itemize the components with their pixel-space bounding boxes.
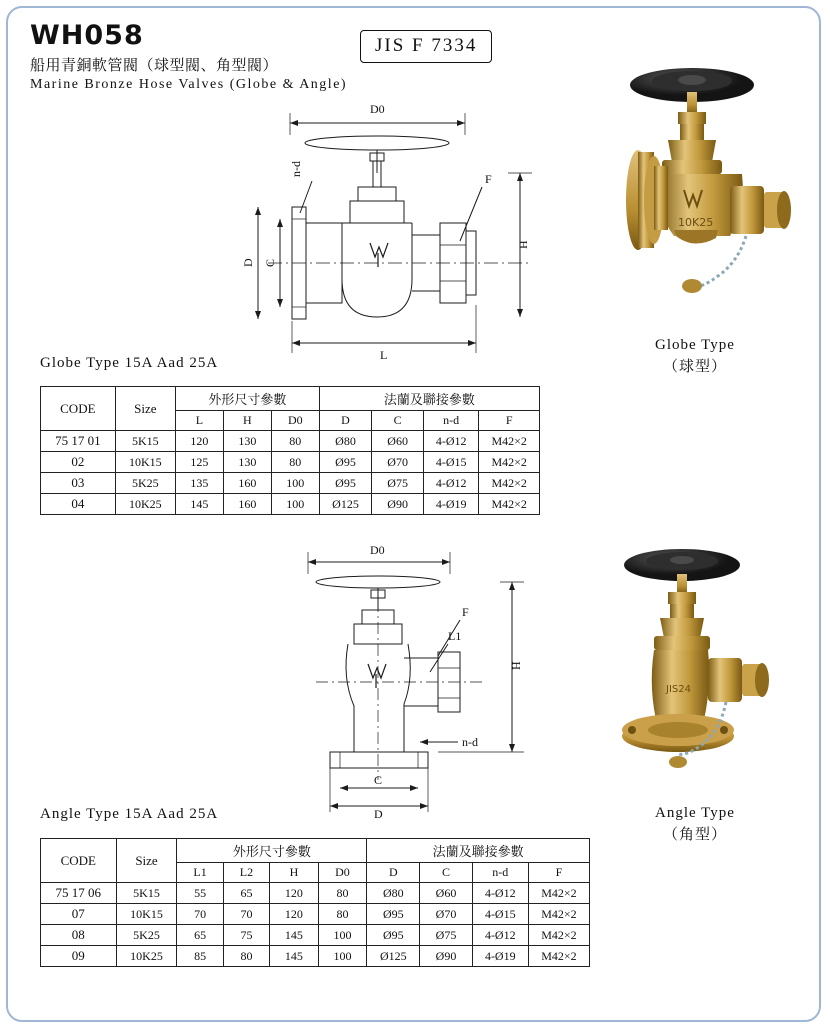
table-row [41, 452, 540, 473]
table-row [41, 883, 590, 904]
row-code: 07 [41, 904, 117, 925]
cell-d: Ø80 [319, 431, 371, 452]
cell-d: Ø95 [367, 925, 420, 946]
product-title-english: Marine Bronze Hose Valves (Globe & Angle) [30, 77, 348, 93]
cell-f: M42×2 [528, 883, 589, 904]
angle-type-drawing [270, 540, 560, 820]
header-col-nd: n-d [424, 411, 479, 431]
angle-type-photo [590, 530, 805, 820]
cell-nd: 4-Ø12 [472, 883, 528, 904]
header-col-h: H [223, 411, 271, 431]
cell-f: M42×2 [528, 904, 589, 925]
header-col-d0: D0 [318, 863, 367, 883]
row-code: 75 17 01 [41, 431, 116, 452]
header-size: Size [116, 839, 177, 883]
standard-badge: JIS F 7334 [360, 30, 492, 63]
cell-l2: 75 [223, 925, 269, 946]
header-col-l: L [175, 411, 223, 431]
header-col-d0: D0 [271, 411, 319, 431]
cell-d0: 100 [318, 925, 367, 946]
cell-f: M42×2 [479, 431, 540, 452]
header-code: CODE [41, 387, 116, 431]
label-c: C [374, 773, 383, 787]
cell-nd: 4-Ø12 [472, 925, 528, 946]
label-d: D [374, 807, 383, 820]
cell-c: Ø90 [420, 946, 472, 967]
row-size: 10K15 [116, 904, 177, 925]
cell-f: M42×2 [479, 473, 540, 494]
cell-c: Ø90 [372, 494, 424, 515]
cell-c: Ø60 [420, 883, 472, 904]
label-f: F [485, 172, 492, 186]
cell-c: Ø75 [420, 925, 472, 946]
row-code: 03 [41, 473, 116, 494]
cell-c: Ø75 [372, 473, 424, 494]
cell-d0: 80 [271, 452, 319, 473]
row-code: 04 [41, 494, 116, 515]
label-h: H [509, 661, 523, 670]
cell-l1: 65 [177, 925, 223, 946]
row-size: 5K15 [116, 883, 177, 904]
row-size: 5K25 [115, 473, 175, 494]
label-h: H [516, 240, 530, 249]
cell-l: 145 [175, 494, 223, 515]
cell-nd: 4-Ø19 [472, 946, 528, 967]
cell-l: 135 [175, 473, 223, 494]
cell-d0: 100 [271, 473, 319, 494]
row-size: 10K25 [116, 946, 177, 967]
label-n-d: n-d [462, 735, 478, 749]
header-group-flange: 法蘭及聯接參數 [367, 839, 590, 863]
label-d0: D0 [370, 102, 385, 116]
product-title-chinese: 船用青銅軟管閥（球型閥、角型閥） [30, 58, 279, 75]
table-row [41, 473, 540, 494]
cell-nd: 4-Ø12 [424, 431, 479, 452]
table-row [41, 431, 540, 452]
row-size: 10K25 [115, 494, 175, 515]
label-d0: D0 [370, 543, 385, 557]
cell-l1: 55 [177, 883, 223, 904]
cell-c: Ø60 [372, 431, 424, 452]
header-col-h: H [270, 863, 319, 883]
cell-d: Ø80 [367, 883, 420, 904]
cell-h: 160 [223, 494, 271, 515]
angle-caption-en: Angle Type [655, 805, 735, 821]
row-code: 75 17 06 [41, 883, 117, 904]
cell-d0: 80 [271, 431, 319, 452]
cell-l2: 65 [223, 883, 269, 904]
cell-f: M42×2 [528, 925, 589, 946]
row-size: 5K15 [115, 431, 175, 452]
cell-nd: 4-Ø15 [472, 904, 528, 925]
cell-f: M42×2 [528, 946, 589, 967]
header-col-d: D [319, 411, 371, 431]
label-l1: L1 [448, 629, 462, 643]
globe-type-photo [580, 40, 805, 330]
cell-l1: 70 [177, 904, 223, 925]
cell-h: 160 [223, 473, 271, 494]
header-col-l1: L1 [177, 863, 223, 883]
cell-d: Ø125 [319, 494, 371, 515]
header-group-flange: 法蘭及聯接參數 [319, 387, 539, 411]
cell-f: M42×2 [479, 494, 540, 515]
globe-spec-table [40, 386, 540, 515]
table-header-row-1 [41, 387, 540, 411]
cell-d0: 80 [318, 883, 367, 904]
label-n-d: n-d [289, 161, 303, 177]
cell-d0: 100 [271, 494, 319, 515]
globe-type-drawing [230, 95, 550, 365]
angle-section-label: Angle Type 15A Aad 25A [40, 806, 219, 822]
table-row [41, 904, 590, 925]
cell-l2: 70 [223, 904, 269, 925]
header-size: Size [115, 387, 175, 431]
cell-d: Ø95 [319, 452, 371, 473]
globe-section-label: Globe Type 15A Aad 25A [40, 355, 219, 371]
header-col-c: C [420, 863, 472, 883]
cell-l: 125 [175, 452, 223, 473]
table-header-row-1 [41, 839, 590, 863]
header-col-c: C [372, 411, 424, 431]
header-group-dimensions: 外形尺寸參數 [175, 387, 319, 411]
cell-h: 130 [223, 452, 271, 473]
table-row [41, 946, 590, 967]
cell-d0: 80 [318, 904, 367, 925]
cell-d: Ø95 [367, 904, 420, 925]
cell-nd: 4-Ø19 [424, 494, 479, 515]
svg-text:JIS24: JIS24 [666, 684, 691, 695]
cell-l1: 85 [177, 946, 223, 967]
svg-text:10K25: 10K25 [678, 216, 714, 229]
cell-h: 120 [270, 904, 319, 925]
cell-h: 145 [270, 925, 319, 946]
label-c: C [263, 258, 277, 267]
cell-nd: 4-Ø15 [424, 452, 479, 473]
cell-l: 120 [175, 431, 223, 452]
header-group-dimensions: 外形尺寸參數 [177, 839, 367, 863]
globe-caption-cn: （球型） [662, 358, 727, 375]
cell-c: Ø70 [372, 452, 424, 473]
cell-nd: 4-Ø12 [424, 473, 479, 494]
label-f: F [462, 605, 469, 619]
cell-c: Ø70 [420, 904, 472, 925]
row-size: 5K25 [116, 925, 177, 946]
label-l: L [380, 348, 388, 362]
row-code: 08 [41, 925, 117, 946]
header-code: CODE [41, 839, 117, 883]
row-size: 10K15 [115, 452, 175, 473]
header-col-d: D [367, 863, 420, 883]
row-code: 09 [41, 946, 117, 967]
table-row [41, 494, 540, 515]
cell-f: M42×2 [479, 452, 540, 473]
cell-h: 130 [223, 431, 271, 452]
header-col-f: F [479, 411, 540, 431]
cell-l2: 80 [223, 946, 269, 967]
header-col-f: F [528, 863, 589, 883]
angle-spec-table [40, 838, 590, 967]
angle-caption-cn: （角型） [662, 826, 727, 843]
product-code: WH058 [30, 20, 144, 51]
cell-h: 145 [270, 946, 319, 967]
cell-d: Ø125 [367, 946, 420, 967]
label-d: D [241, 258, 255, 267]
globe-photo-caption [605, 335, 785, 379]
globe-caption-en: Globe Type [655, 337, 735, 353]
header-col-l2: L2 [223, 863, 269, 883]
header-col-nd: n-d [472, 863, 528, 883]
cell-d: Ø95 [319, 473, 371, 494]
row-code: 02 [41, 452, 116, 473]
table-row [41, 925, 590, 946]
cell-d0: 100 [318, 946, 367, 967]
cell-h: 120 [270, 883, 319, 904]
angle-photo-caption [605, 803, 785, 847]
